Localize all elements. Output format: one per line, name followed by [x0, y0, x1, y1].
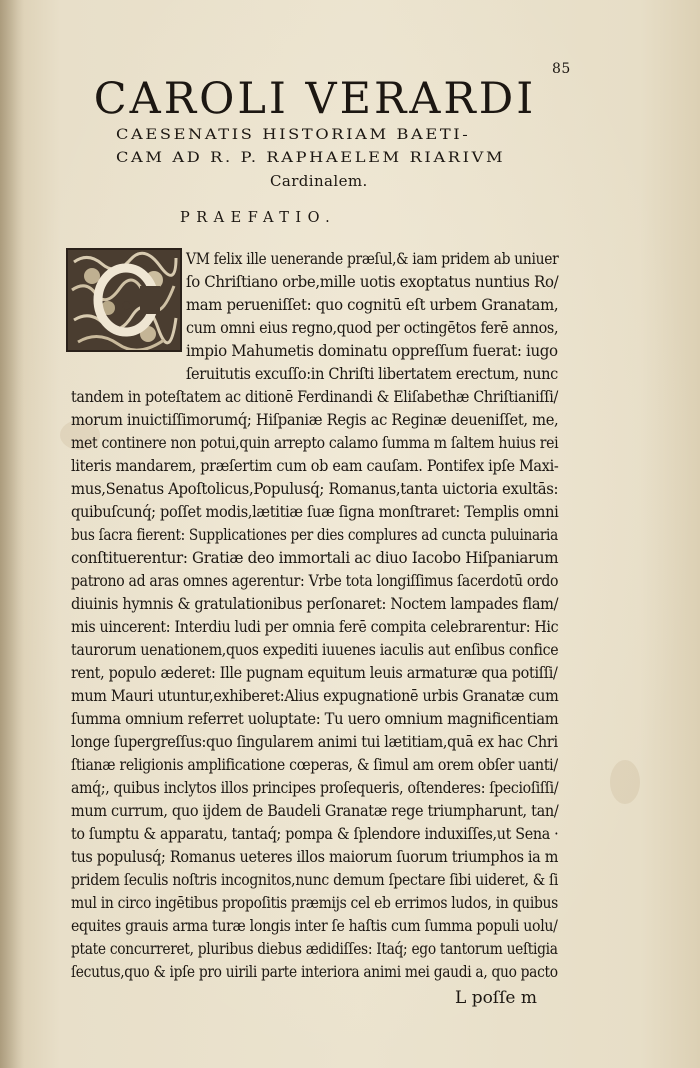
body-line: pridem ſeculis noſtris incognitos,nunc demum ſpectare ſibi uideret, & ſi: [71, 871, 559, 889]
body-line: mum Mauri utuntur,exhiberet:Alius expugnationē urbis Granatæ cum: [71, 687, 559, 705]
body-line: met continere non potui,quin arrepto calamo ſumma m ſaltem huius rei: [71, 434, 559, 452]
gutter-shadow: [0, 0, 24, 1068]
body-line: ſeruitutis excuſſo:in Chriſti libertatem erectum, nunc: [186, 365, 558, 383]
body-line: tus populusq́; Romanus ueteres illos maiorum ſuorum triumphos ia m: [71, 848, 559, 866]
body-line: VM felix ille uenerande præſul,& iam pridem ab uniuer: [186, 250, 559, 268]
folio-number: 85: [552, 61, 571, 77]
body-line: to ſumptu & apparatu, tantaq́; pompa & ſplendore induxiſſes,ut Sena ·: [71, 825, 559, 843]
body-line: ſtianæ religionis amplificatione cœperas, & ſimul am orem obſer uanti/: [71, 756, 558, 774]
body-line: mul in circo ingētibus propoſitis præmijs cel eb errimos ludos, in quibus: [71, 894, 558, 912]
body-line: quibuſcunq́; poſſet modis,lætitiæ ſuæ ſigna monſtraret: Templis omni: [71, 503, 559, 521]
page-title: CAROLI VERARDI: [93, 74, 537, 124]
body-line: ptate concurreret, pluribus diebus ædidiſſes: Itaq́; ego tantorum ueſtigia: [71, 940, 558, 958]
body-line: impio Mahumetis dominatu oppreſſum fuerat: iugo: [186, 342, 558, 360]
decorated-initial: [66, 248, 182, 352]
section-heading: PRAEFATIO.: [180, 210, 337, 226]
body-line: longe ſupergreſſus:quo ſingularem animi tui lætitiam,quā ex hac Chri: [71, 733, 558, 751]
body-line: rent, populo æderet: Ille pugnam equitum leuis armaturæ qua potiſſi/: [71, 664, 558, 682]
body-line: ſumma omnium referret uoluptate: Tu uero omnium magnificentiam: [71, 710, 559, 728]
body-line: taurorum uenationem,quos expediti iuuenes iaculis aut enſibus confice: [71, 641, 559, 659]
body-line: morum inuictiſſimorumq́; Hiſpaniæ Regis ac Reginæ deueniſſet, me,: [71, 411, 559, 429]
body-line: cum omni eius regno,quod per octingētos ferē annos,: [186, 319, 559, 337]
drop-cap-illustration: [68, 250, 180, 350]
subtitle-line-3: Cardinalem.: [270, 172, 368, 190]
drop-cap-letter: C: [121, 299, 131, 313]
body-line: bus ſacra fierent: Supplicationes per dies complures ad cuncta puluinaria: [71, 526, 558, 544]
body-line: patrono ad aras omnes agerentur: Vrbe tota longiſſimus ſacerdotū ordo: [71, 572, 559, 590]
body-line: ſecutus,quo & ipſe pro uirili parte interiora animi mei gaudi a, quo pacto: [71, 963, 558, 981]
body-line: conſtituerentur: Gratiæ deo immortali ac diuo Iacobo Hiſpaniarum: [71, 549, 559, 567]
body-line: diuinis hymnis & gratulationibus perſonaret: Noctem lampades flam/: [71, 595, 559, 613]
body-line: mis uincerent: Interdiu ludi per omnia ferē compita celebrarentur: Hic: [71, 618, 559, 636]
subtitle-line-2: CAM AD R. P. RAPHAELEM RIARIVM: [116, 150, 506, 166]
body-line: mum currum, quo ijdem de Baudeli Granatæ rege triumpharunt, tan/: [71, 802, 559, 820]
subtitle-line-1: CAESENATIS HISTORIAM BAETI-: [116, 127, 471, 143]
body-line: ſo Chriſtiano orbe,mille uotis exoptatus nuntius Ro/: [186, 273, 559, 291]
body-line: tandem in poteſtatem ac ditionē Ferdinandi & Eliſabethæ Chriſtianiſſi/: [71, 388, 558, 406]
foxing-stain: [610, 760, 640, 804]
body-line: mam perueniſſet: quo cognitū eſt urbem Granatam,: [186, 296, 559, 314]
body-line: mus,Senatus Apoſtolicus,Populusq́; Romanus,tanta uictoria exultās:: [71, 480, 559, 498]
catchword: L poſſe m: [455, 988, 537, 1008]
body-line: literis mandarem, præſertim cum ob eam cauſam. Pontifex ipſe Maxi-: [71, 457, 559, 475]
body-line: amq́;, quibus inclytos illos principes proſequeris, oſtenderes: ſpecioſiſſi/: [71, 779, 559, 797]
body-line: equites grauis arma turæ longis inter ſe haſtis cum ſumma populi uolu/: [71, 917, 558, 935]
